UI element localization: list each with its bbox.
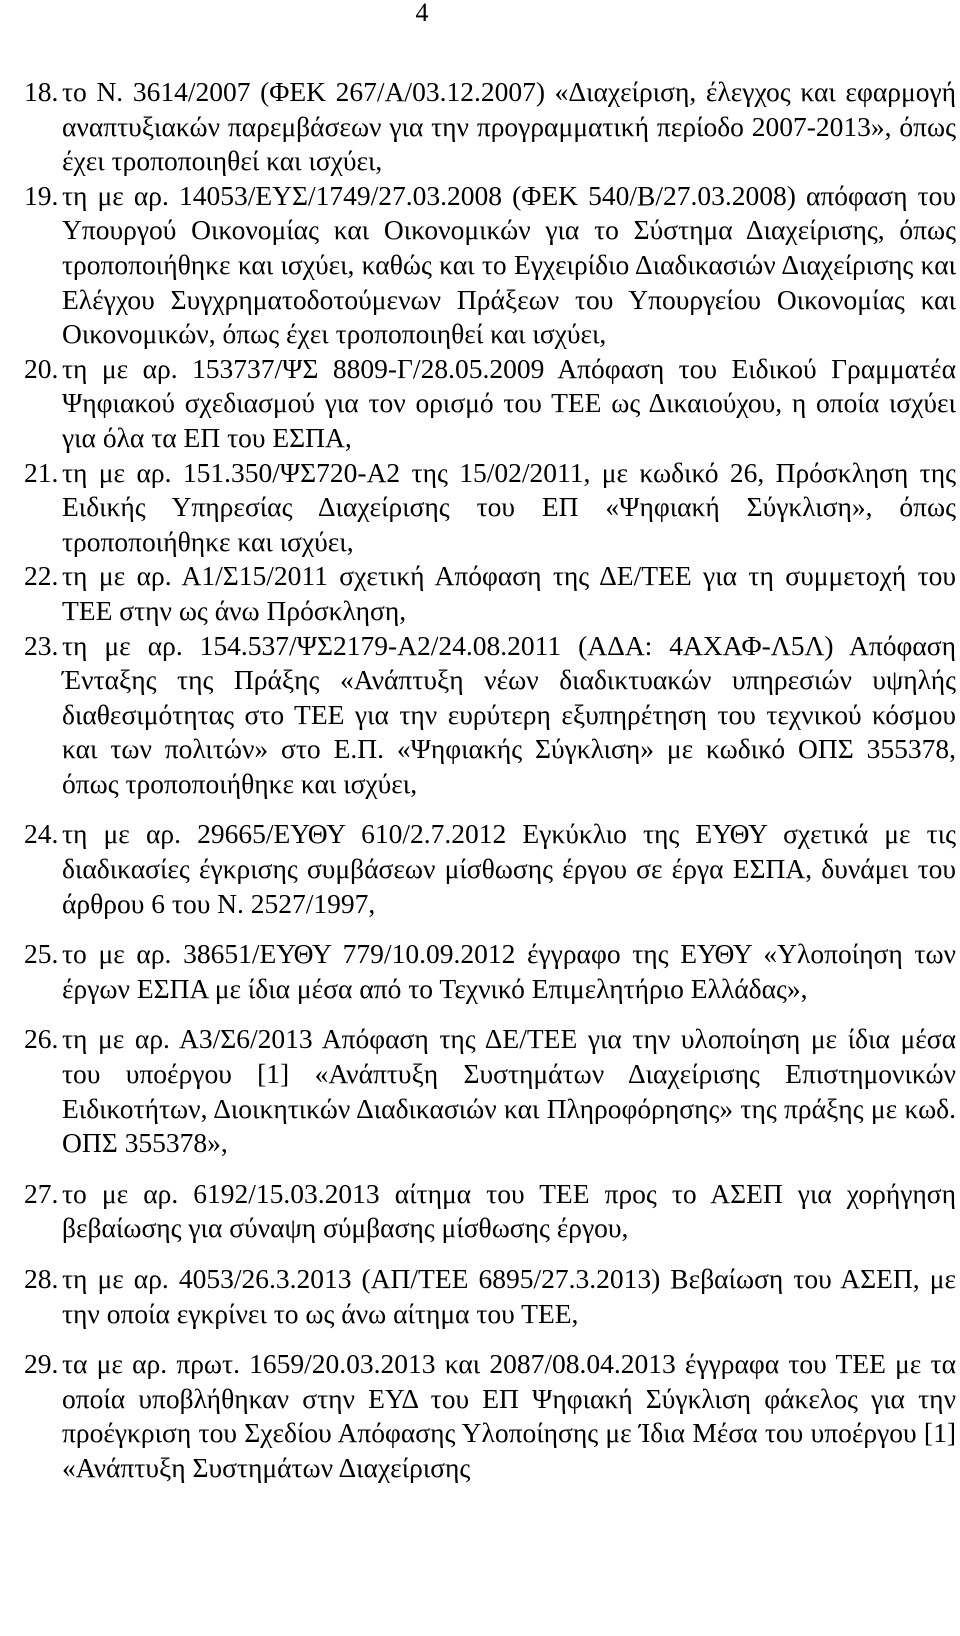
item-text: το με αρ. 38651/ΕΥΘΥ 779/10.09.2012 έγγραφο της ΕΥΘΥ «Υλοποίηση των έργων ΕΣΠΑ με ίδια μέσα από το Τεχνικό Επιμελητήριο Ελλάδας», — [62, 938, 956, 1004]
list-item-19 — [24, 179, 956, 352]
item-text: τη με αρ. 4053/26.3.2013 (ΑΠ/ΤΕΕ 6895/27.3.2013) Βεβαίωση του ΑΣΕΠ, με την οποία εγκρίνει το ως άνω αίτημα του ΤΕΕ, — [62, 1263, 956, 1329]
item-text: τη με αρ. Α1/Σ15/2011 σχετική Απόφαση της ΔΕ/ΤΕΕ για τη συμμετοχή του ΤΕΕ στην ως άνω Πρόσκληση, — [62, 560, 956, 626]
item-number: 21. — [24, 456, 59, 488]
item-number: 18. — [24, 76, 59, 107]
item-number: 24. — [24, 818, 59, 850]
item-text: τη με αρ. 29665/ΕΥΘΥ 610/2.7.2012 Εγκύκλιο της ΕΥΘΥ σχετικά με τις διαδικασίες έγκρισης συμβάσεων μίσθωσης έργου σε έργα ΕΣΠΑ, δυνάμει του άρθρου 6 του Ν. 2527/1997, — [62, 818, 956, 919]
item-number: 22. — [24, 560, 59, 592]
reference-list — [24, 75, 956, 1486]
list-item-22 — [24, 559, 956, 628]
item-number: 26. — [24, 1023, 59, 1055]
list-item-29 — [24, 1347, 956, 1485]
item-text: τα με αρ. πρωτ. 1659/20.03.2013 και 2087/08.04.2013 έγγραφα του ΤΕΕ με τα οποία υποβλήθηκαν στην ΕΥΔ του ΕΠ Ψηφιακή Σύγκλιση φάκελος για την προέγκριση του Σχεδίου Απόφασης Υλοποίησης με Ίδια Μέσα του υποέργου [1] «Ανάπτυξη Συστημάτων Διαχείρισης — [62, 1348, 956, 1483]
item-text: τη με αρ. 154.537/ΨΣ2179-Α2/24.08.2011 (ΑΔΑ: 4ΑΧΑΦ-Λ5Λ) Απόφαση Ένταξης της Πράξης «Ανάπτυξη νέων διαδικτυακών υπηρεσιών υψηλής διαθεσιμότητας στο ΤΕΕ για την ευρύτερη εξυπηρέτηση του τεχνικού κόσμου και των πολιτών» στο Ε.Π. «Ψηφιακής Σύγκλιση» με κωδικό ΟΠΣ 355378, όπως τροποποιήθηκε και ισχύει, — [62, 629, 956, 799]
item-text: τη με αρ. 153737/ΨΣ 8809-Γ/28.05.2009 Απόφαση του Ειδικού Γραμματέα Ψηφιακού σχεδιασμού για τον ορισμό του ΤΕΕ ως Δικαιούχου, η οποία ισχύει για όλα τα ΕΠ του ΕΣΠΑ, — [62, 352, 956, 453]
list-item-25 — [24, 937, 956, 1006]
item-text: τη με αρ. 14053/ΕΥΣ/1749/27.03.2008 (ΦΕΚ 540/Β/27.03.2008) απόφαση του Υπουργού Οικονομίας και Οικονομικών για το Σύστημα Διαχείρισης, όπως τροποποιήθηκε και ισχύει, καθώς και το Εγχειρίδιο Διαδικασιών Διαχείρισης και Ελέγχου Συγχρηματοδοτούμενων Πράξεων του Υπουργείου Οικονομίας και Οικονομικών, όπως έχει τροποποιηθεί και ισχύει, — [62, 179, 956, 350]
item-text: το με αρ. 6192/15.03.2013 αίτημα του ΤΕΕ προς το ΑΣΕΠ για χορήγηση βεβαίωσης για σύναψη σύμβασης μίσθωσης έργου, — [62, 1177, 956, 1244]
item-number: 20. — [24, 352, 59, 384]
list-item-20 — [24, 352, 956, 456]
list-item-18 — [24, 75, 956, 179]
page-number: 4 — [415, 0, 429, 27]
item-number: 28. — [24, 1263, 59, 1294]
list-item-26 — [24, 1022, 956, 1160]
item-number: 25. — [24, 938, 59, 970]
list-item-23 — [24, 629, 956, 802]
item-number: 27. — [24, 1177, 59, 1209]
item-number: 19. — [24, 179, 59, 211]
item-text: το Ν. 3614/2007 (ΦΕΚ 267/Α/03.12.2007) «Διαχείριση, έλεγχος και εφαρμογή αναπτυξιακών παρεμβάσεων για την προγραμματική περίοδο 2007-2013», όπως έχει τροποποιηθεί και ισχύει, — [62, 76, 956, 177]
item-number: 29. — [24, 1348, 59, 1380]
list-item-21 — [24, 456, 956, 560]
item-number: 23. — [24, 629, 59, 661]
item-text: τη με αρ. Α3/Σ6/2013 Απόφαση της ΔΕ/ΤΕΕ για την υλοποίηση με ίδια μέσα του υποέργου [1] «Ανάπτυξη Συστημάτων Διαχείρισης Επιστημονικών Ειδικοτήτων, Διοικητικών Διαδικασιών και Πληροφόρησης» της πράξης με κωδ. ΟΠΣ 355378», — [62, 1023, 956, 1159]
item-text: τη με αρ. 151.350/ΨΣ720-Α2 της 15/02/2011, με κωδικό 26, Πρόσκληση της Ειδικής Υπηρεσίας Διαχείρισης του ΕΠ «Ψηφιακή Σύγκλιση», όπως τροποποιήθηκε και ισχύει, — [62, 456, 956, 557]
list-item-28 — [24, 1262, 956, 1331]
list-item-24 — [24, 817, 956, 921]
list-item-27 — [24, 1177, 956, 1246]
